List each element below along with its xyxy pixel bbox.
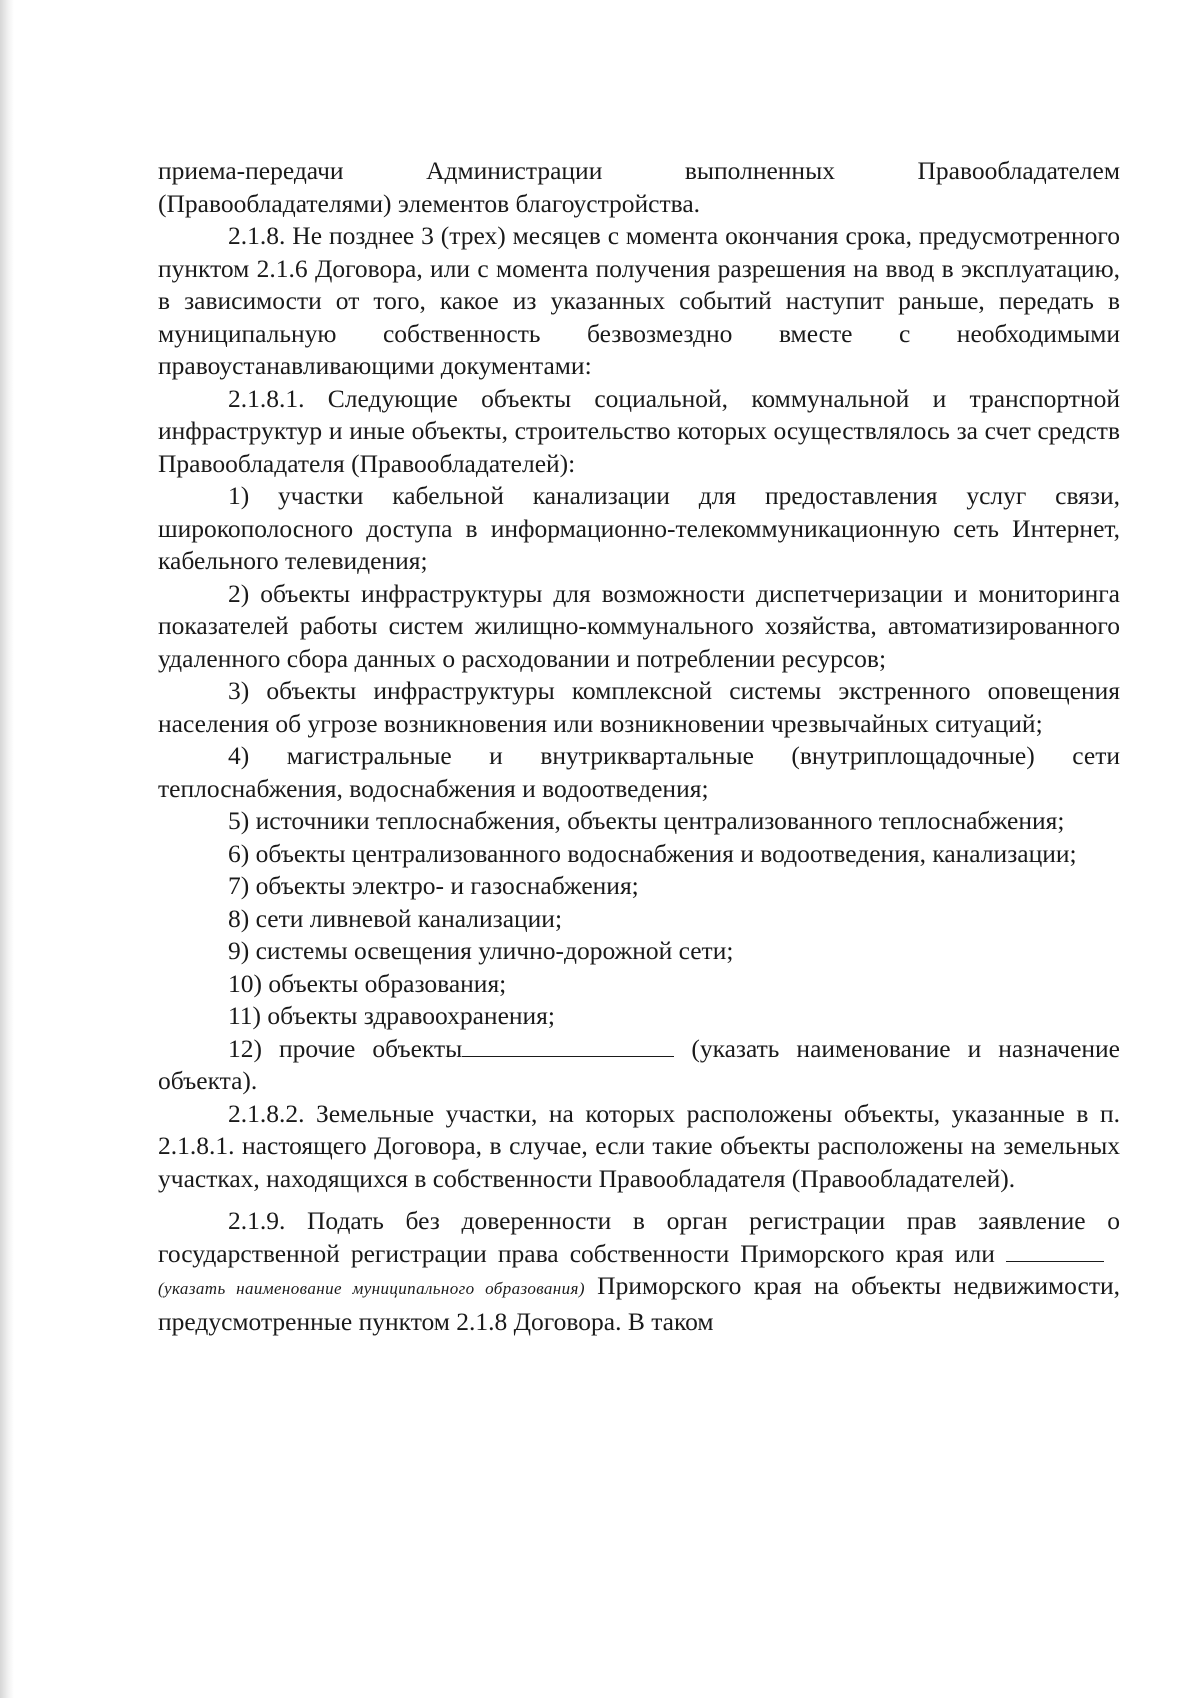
list-item-11: 11) объекты здравоохранения; <box>228 1001 555 1030</box>
list-item-7: 7) объекты электро- и газоснабжения; <box>228 871 639 900</box>
list-item-8: 8) сети ливневой канализации; <box>228 903 563 933</box>
list-item-1: 1) участки кабельной канализации для предоставления услуг связи, широкополосного доступа в информационно-телекоммуникационную сеть Интернет, кабельного телевидения; <box>158 481 1120 575</box>
paragraph-2-1-9-end: Приморского края на объекты недвижимости, предусмотренные пунктом 2.1.8 Договора. В таком <box>158 1271 1120 1336</box>
paragraph-2-1-8-2: 2.1.8.2. Земельные участки, на которых расположены объекты, указанные в п. 2.1.8.1. настоящего Договора, в случае, если такие объекты расположены на земельных участках, находящихся в собственности Правообладателя (Правообладателей). <box>158 1098 1120 1193</box>
list-item-6: 6) объекты централизованного водоснабжения и водоотведения, канализации; <box>228 838 1077 868</box>
item-12-prefix: 12) прочие объекты <box>228 1033 463 1063</box>
list-item-4: 4) магистральные и внутриквартальные (внутриплощадочные) сети теплоснабжения, водоснабжения и водоотведения; <box>158 741 1120 803</box>
list-item-10: 10) объекты образования; <box>228 968 507 998</box>
fill-in-blank-municipality[interactable] <box>1006 1239 1104 1262</box>
scan-edge-shadow <box>0 0 14 1698</box>
paragraph-2-1-9 <box>158 1205 1120 1338</box>
paragraph-continuation: приема-передачи Администрации выполненных Правообладателем (Правообладателями) элементов благоустройства. <box>158 156 1120 218</box>
list-item-2: 2) объекты инфраструктуры для возможности диспетчеризации и мониторинга показателей работы систем жилищно-коммунального хозяйства, автоматизированного удаленного сбора данных о расходовании и потреблении ресурсов; <box>158 578 1120 673</box>
municipality-hint: (указать наименование муниципального образования) <box>158 1279 585 1298</box>
list-item-5: 5) источники теплоснабжения, объекты централизованного теплоснабжения; <box>228 806 1065 835</box>
paragraph-2-1-8-1: 2.1.8.1. Следующие объекты социальной, коммунальной и транспортной инфраструктур и иные объекты, строительство которых осуществлялось за счет средств Правообладателя (Правообладателей): <box>158 383 1120 478</box>
list-item-9: 9) системы освещения улично-дорожной сети; <box>228 936 734 965</box>
list-item-12 <box>158 1033 1120 1098</box>
list-item-3: 3) объекты инфраструктуры комплексной системы экстренного оповещения населения об угрозе возникновения или возникновении чрезвычайных ситуаций; <box>158 676 1120 738</box>
item-12-suffix: (указать наименование и назначение объекта). <box>158 1033 1120 1095</box>
document-body <box>158 155 1120 1338</box>
paragraph-2-1-9-start: 2.1.9. Подать без доверенности в орган регистрации прав заявление о государственной регистрации права собственности Приморского края или <box>158 1206 1120 1268</box>
paragraph-2-1-8: 2.1.8. Не позднее 3 (трех) месяцев с момента окончания срока, предусмотренного пунктом 2.1.6 Договора, или с момента получения разрешения на ввод в эксплуатацию, в зависимости от того, какое из указанных событий наступит раньше, передать в муниципальную собственность безвозмездно вместе с необходимыми правоустанавливающими документами: <box>158 221 1120 380</box>
fill-in-blank-objects[interactable] <box>462 1034 674 1057</box>
